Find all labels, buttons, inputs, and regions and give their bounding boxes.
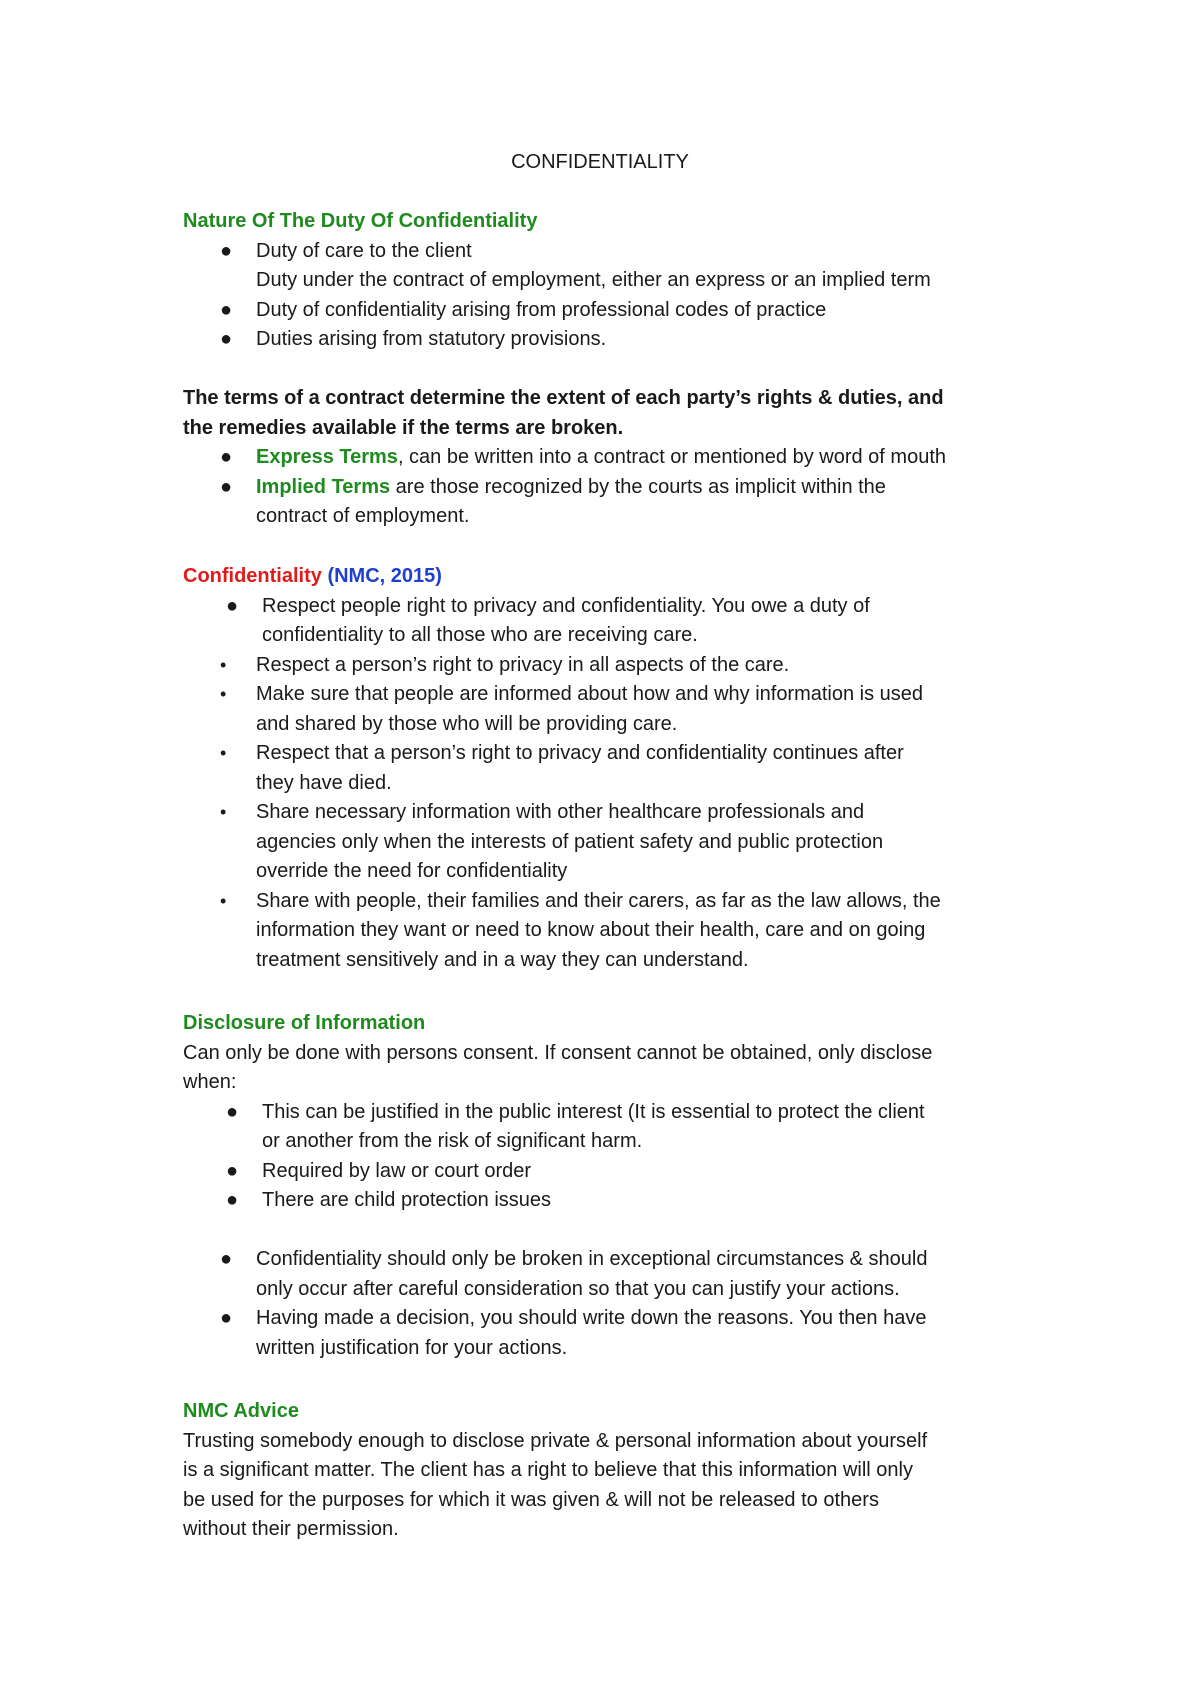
advice-line: without their permission. xyxy=(183,1518,399,1540)
section-nmc-confidentiality xyxy=(0,562,1200,975)
list-item: ● This can be justified in the public interest (It is essential to protect the client or another from the risk of significant harm. xyxy=(0,1098,1200,1157)
express-terms-label: Express Terms xyxy=(256,446,398,468)
section-heading-confidentiality: Confidentiality (NMC, 2015) xyxy=(183,565,442,587)
bullet-icon: ● xyxy=(226,1100,239,1123)
bullet-icon: ● xyxy=(226,1189,239,1211)
bullet-icon: ● xyxy=(220,1248,233,1270)
bullet-icon: ● xyxy=(220,446,233,468)
list-item: ● Required by law or court order xyxy=(0,1157,1200,1187)
section-heading-disclosure: Disclosure of Information xyxy=(183,1012,426,1034)
disclosure-list xyxy=(0,1098,1200,1216)
list-item: ● There are child protection issues xyxy=(0,1186,1200,1216)
bullet-icon: • xyxy=(220,890,227,911)
disclosure-intro-cont: when: xyxy=(183,1071,237,1093)
list-item: ● Implied Terms are those recognized by the courts as implicit within the contract of employment. xyxy=(0,473,1200,532)
list-item: • Share with people, their families and their carers, as far as the law allows, the information they want or need to know about their health, care and on going treatment sensitively and in a way they can understand. xyxy=(0,887,1200,976)
bullet-icon: ● xyxy=(226,1159,239,1182)
list-item: ● Duties arising from statutory provisions. xyxy=(0,325,1200,355)
list-item: ● Respect people right to privacy and confidentiality. You owe a duty of confidentiality to all those who are receiving care. xyxy=(0,592,1200,651)
advice-line: is a significant matter. The client has a right to believe that this information will only xyxy=(183,1459,913,1481)
bullet-icon: • xyxy=(220,743,227,763)
section-nature xyxy=(0,207,1200,355)
terms-intro-cont: the remedies available if the terms are broken. xyxy=(183,416,624,439)
disclosure-intro: Can only be done with persons consent. If consent cannot be obtained, only disclose xyxy=(183,1041,933,1064)
implied-terms-label: Implied Terms xyxy=(256,475,391,498)
list-item: • Make sure that people are informed about how and why information is used and shared by those who will be providing care. xyxy=(0,680,1200,739)
bullet-icon: ● xyxy=(220,475,233,498)
list-item: ● Duty of care to the client Duty under the contract of employment, either an express or an implied term xyxy=(0,237,1200,296)
bullet-icon: • xyxy=(220,802,227,822)
nmc-list xyxy=(0,592,1200,976)
bullet-icon: • xyxy=(220,654,227,675)
section-heading-advice: NMC Advice xyxy=(183,1400,299,1422)
bullet-icon: ● xyxy=(220,239,233,262)
section-heading-nature: Nature Of The Duty Of Confidentiality xyxy=(183,210,538,232)
list-item: • Share necessary information with other healthcare professionals and agencies only when the interests of patient safety and public protection override the need for confidentiality xyxy=(0,798,1200,887)
bullet-icon: ● xyxy=(220,328,233,350)
bullet-icon: ● xyxy=(220,298,233,321)
nature-list xyxy=(0,237,1200,355)
page-title: CONFIDENTIALITY xyxy=(511,151,689,173)
list-item: ● Express Terms, can be written into a contract or mentioned by word of mouth xyxy=(0,443,1200,473)
advice-line: Trusting somebody enough to disclose private & personal information about yourself xyxy=(183,1429,928,1452)
list-item: • Respect that a person’s right to privacy and confidentiality continues after they have died. xyxy=(0,739,1200,798)
list-item: ● Confidentiality should only be broken in exceptional circumstances & should only occur after careful consideration so that you can justify your actions. xyxy=(0,1245,1200,1304)
advice-line: be used for the purposes for which it was given & will not be released to others xyxy=(183,1488,879,1511)
section-disclosure xyxy=(0,1009,1200,1363)
bullet-icon: ● xyxy=(220,1307,233,1329)
nmc-reference: (NMC, 2015) xyxy=(327,565,442,587)
bullet-icon: ● xyxy=(226,594,239,617)
list-item: ● Duty of confidentiality arising from professional codes of practice xyxy=(0,296,1200,326)
terms-list xyxy=(0,443,1200,532)
terms-intro: The terms of a contract determine the extent of each party’s rights & duties, and xyxy=(183,387,944,409)
disclosure-notes-list xyxy=(0,1245,1200,1363)
list-item: ● Having made a decision, you should write down the reasons. You then have written justification for your actions. xyxy=(0,1304,1200,1363)
list-item: • Respect a person’s right to privacy in all aspects of the care. xyxy=(0,651,1200,681)
bullet-icon: • xyxy=(220,684,227,704)
section-nmc-advice xyxy=(0,1397,1200,1545)
section-terms xyxy=(0,384,1200,532)
